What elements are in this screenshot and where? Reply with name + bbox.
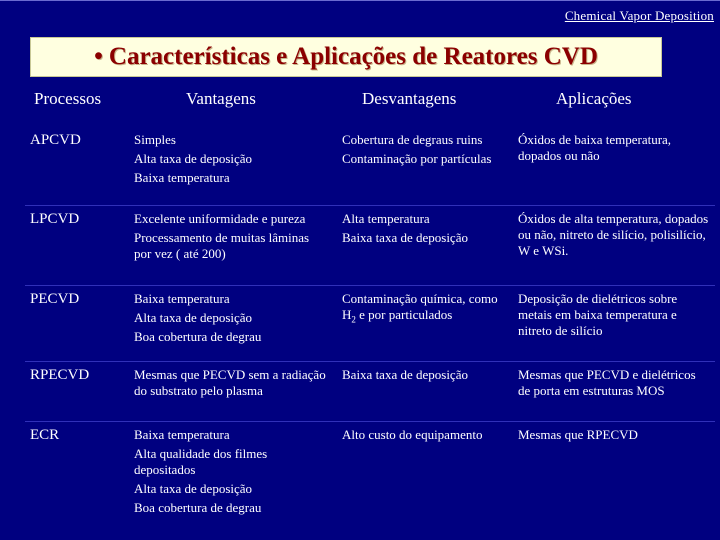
advantage-item: Boa cobertura de degrau (134, 499, 262, 515)
table-row (25, 205, 715, 285)
advantage-item: Excelente uniformidade e pureza (134, 210, 306, 226)
disadvantages-cell (334, 127, 510, 205)
advantages-cell (126, 127, 334, 205)
slide-title (94, 43, 598, 71)
course-title: Chemical Vapor Deposition (564, 8, 714, 23)
disadvantage-item: Baixa taxa de deposição (342, 366, 468, 382)
advantage-item: Baixa temperatura (134, 170, 230, 185)
disadvantages-cell (334, 285, 510, 361)
disadvantage-item (342, 291, 504, 328)
advantage-item: Alta taxa de deposição (134, 309, 253, 325)
disadvantage-text-pre: Contaminação química, como H (342, 290, 498, 322)
process-cell: APCVD (30, 132, 81, 148)
applications-cell: Deposição de dielétricos sobre metais em baixa temperatura e nitreto de silício (518, 290, 678, 338)
advantage-item: Boa cobertura de degrau (134, 328, 262, 344)
table-row (25, 285, 715, 361)
table-header-row (25, 84, 715, 127)
applications-cell: Óxidos de alta temperatura, dopados ou não, nitreto de silício, polisilício, W e WSi. (518, 210, 709, 258)
advantages-cell (126, 421, 334, 523)
advantage-item: Processamento de muitas lâminas por vez ( até 200) (134, 229, 310, 261)
disadvantages-cell (334, 205, 510, 285)
disadvantages-cell (334, 361, 510, 421)
title-bullet: • (94, 43, 103, 70)
disadvantage-item: Alta temperatura (342, 210, 430, 226)
applications-cell: Óxidos de baixa temperatura, dopados ou não (518, 132, 672, 163)
advantage-item: Baixa temperatura (134, 426, 230, 442)
column-header-processos: Processos (34, 89, 102, 108)
header-line (0, 0, 720, 1)
table-row (25, 421, 715, 523)
column-header-aplicacoes: Aplicações (556, 89, 632, 108)
slide-title-box (30, 37, 662, 77)
applications-cell: Mesmas que RPECVD (518, 426, 638, 442)
reactor-table (25, 84, 715, 523)
column-header-desvantagens: Desvantagens (362, 89, 457, 108)
subscript-2: 2 (351, 314, 356, 325)
process-cell: LPCVD (30, 210, 80, 227)
disadvantages-cell (334, 421, 510, 523)
advantages-cell (126, 205, 334, 285)
advantage-item: Simples (134, 132, 176, 147)
table-row (25, 127, 715, 205)
column-header-vantagens: Vantagens (186, 89, 256, 108)
advantage-item: Alta taxa de deposição (134, 151, 253, 166)
applications-cell: Mesmas que PECVD e dielétricos de porta em estruturas MOS (518, 366, 696, 398)
process-cell: RPECVD (30, 366, 90, 383)
disadvantage-item: Alto custo do equipamento (342, 426, 483, 442)
advantage-item: Alta taxa de deposição (134, 480, 253, 496)
disadvantage-item: Contaminação por partículas (342, 151, 492, 166)
advantage-item: Alta qualidade dos filmes depositados (134, 445, 268, 477)
slide-title-text: Características e Aplicações de Reatores CVD (108, 43, 598, 70)
advantages-cell (126, 285, 334, 361)
disadvantage-item: Baixa taxa de deposição (342, 229, 468, 245)
disadvantage-item: Cobertura de degraus ruins (342, 132, 483, 147)
process-cell: ECR (30, 426, 60, 443)
advantages-cell (126, 361, 334, 421)
advantage-item: Baixa temperatura (134, 290, 230, 306)
advantage-item: Mesmas que PECVD sem a radiação do substrato pelo plasma (134, 366, 326, 398)
disadvantage-text-post: e por particulados (355, 306, 453, 322)
table-row (25, 361, 715, 421)
process-cell: PECVD (30, 290, 80, 307)
